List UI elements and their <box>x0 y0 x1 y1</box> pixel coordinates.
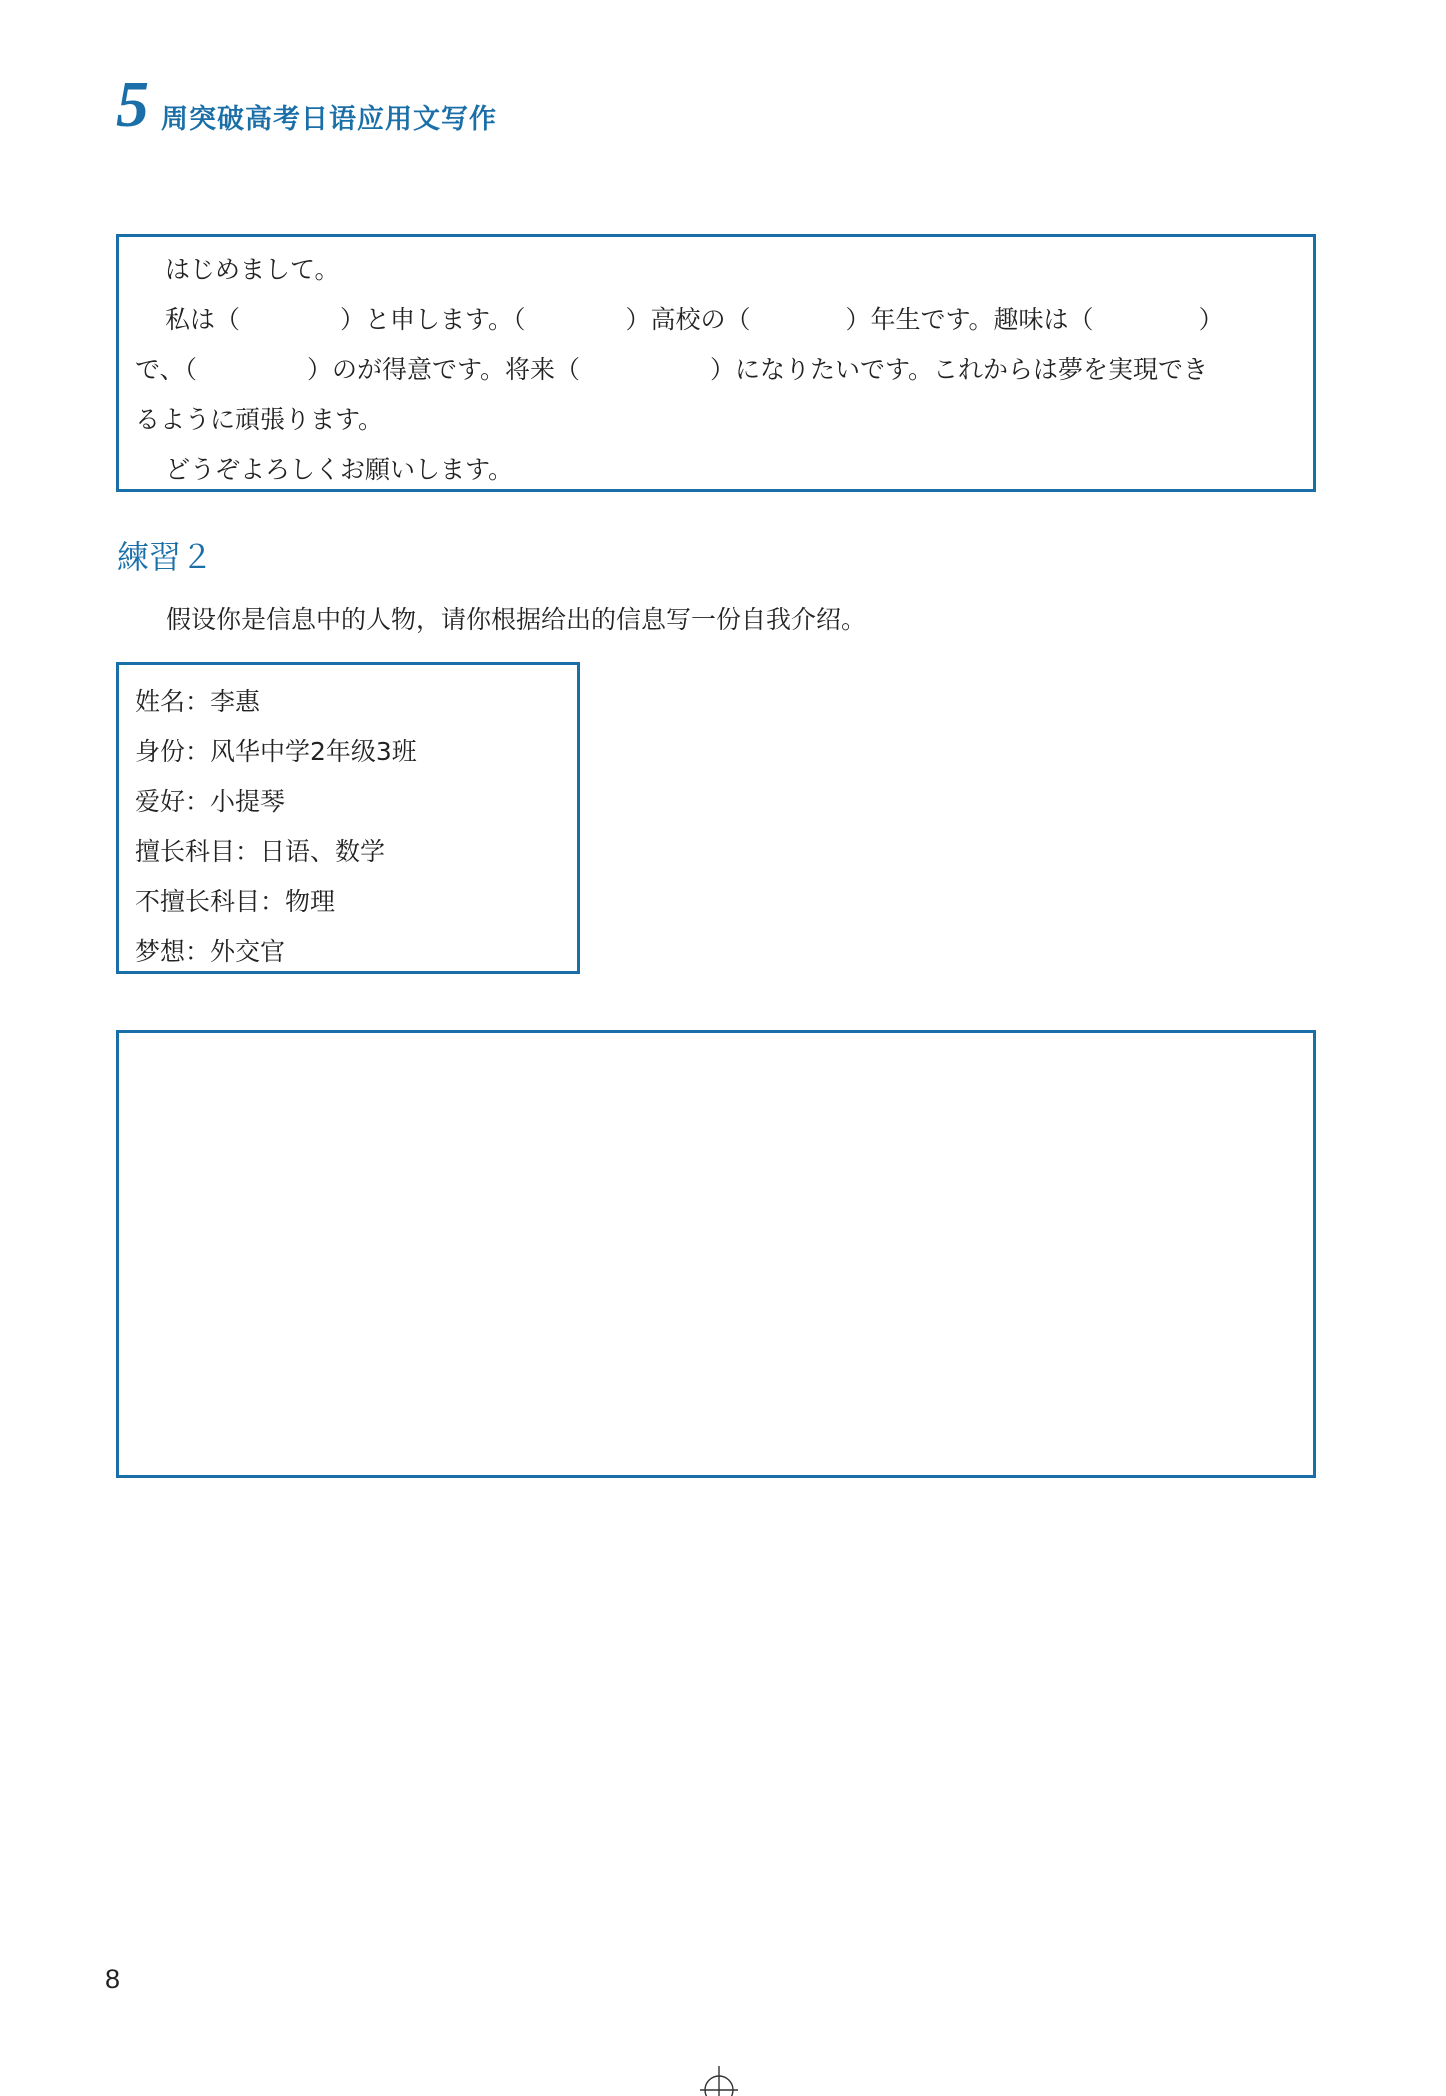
page-number: 8 <box>105 1964 121 1994</box>
page-header <box>116 68 497 141</box>
sample-line-2-part-a: 私は（ <box>165 305 241 334</box>
info-dream: 梦想：外交官 <box>135 937 286 966</box>
info-name: 姓名：李惠 <box>135 687 261 716</box>
info-weak-subjects: 不擅长科目：物理 <box>135 887 336 916</box>
sample-line-1: はじめまして。 <box>165 255 340 284</box>
sample-line-2-part-c: ）高校の（ <box>625 305 751 334</box>
sample-line-2-part-e: ） <box>1198 305 1224 334</box>
sample-line-5: どうぞよろしくお願いします。 <box>165 455 514 484</box>
sample-line-2-part-d: ）年生です。趣味は（ <box>845 305 1094 334</box>
sample-line-2-part-b: ）と申します。（ <box>340 305 526 334</box>
header-number: 5 <box>116 68 149 141</box>
sample-line-3-part-b: ）のが得意です。将来（ <box>307 355 581 384</box>
sample-text-box <box>116 234 1316 492</box>
sample-line-3-part-c: ）になりたいです。これからは夢を実現でき <box>710 355 1209 384</box>
sample-line-3 <box>135 345 1297 395</box>
profile-info-box <box>116 662 580 974</box>
crop-mark-icon <box>700 2066 738 2096</box>
sample-line-4: るように頑張ります。 <box>135 405 384 434</box>
info-identity: 身份：风华中学2年级3班 <box>135 737 417 766</box>
info-hobby: 爱好：小提琴 <box>135 787 286 816</box>
exercise-title: 練習２ <box>117 538 214 576</box>
exercise-instruction: 假设你是信息中的人物，请你根据给出的信息写一份自我介绍。 <box>166 605 867 634</box>
sample-line-3-part-a: で、（ <box>135 355 198 384</box>
answer-writing-box[interactable] <box>116 1030 1316 1478</box>
info-strong-subjects: 擅长科目：日语、数学 <box>135 837 386 866</box>
sample-line-2 <box>135 295 1297 345</box>
header-title: 周突破高考日语应用文写作 <box>161 104 497 135</box>
